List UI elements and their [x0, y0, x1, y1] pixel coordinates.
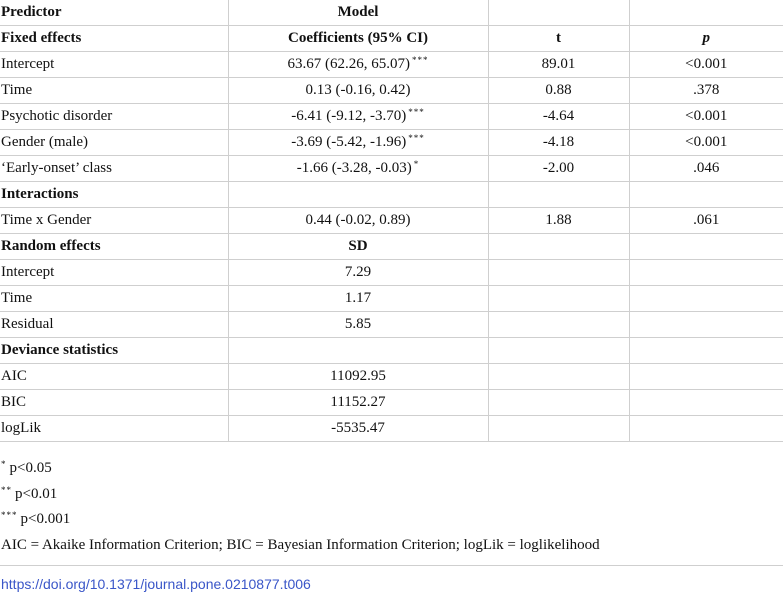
cell-predictor	[0, 234, 228, 260]
cell-p-value	[629, 260, 783, 286]
cell-text: Time	[1, 290, 33, 306]
cell-p-value	[629, 104, 783, 130]
cell-text: logLik	[1, 420, 41, 436]
cell-predictor	[0, 130, 228, 156]
cell-t-value	[488, 26, 629, 52]
table-row	[0, 260, 783, 286]
cell-t-value	[488, 338, 629, 364]
cell-text: <0.001	[685, 56, 728, 72]
cell-coefficient	[228, 182, 488, 208]
cell-text: Random effects	[1, 238, 101, 254]
cell-p-value	[629, 26, 783, 52]
cell-coefficient	[228, 286, 488, 312]
cell-text: -4.64	[542, 108, 575, 124]
cell-text: -4.18	[542, 134, 575, 150]
cell-p-value	[629, 364, 783, 390]
cell-predictor	[0, 312, 228, 338]
table-row	[0, 286, 783, 312]
cell-coefficient	[228, 234, 488, 260]
cell-coefficient	[228, 26, 488, 52]
section-header-row	[0, 338, 783, 364]
footnote-marker: ***	[1, 510, 18, 520]
cell-t-value	[488, 52, 629, 78]
header-empty-3	[488, 0, 629, 26]
cell-p-value	[629, 208, 783, 234]
cell-t-value	[488, 156, 629, 182]
cell-p-value	[629, 338, 783, 364]
cell-text: Interactions	[1, 186, 79, 202]
footnote	[0, 533, 783, 559]
cell-predictor	[0, 104, 228, 130]
cell-text: .378	[693, 82, 720, 98]
cell-predictor	[0, 182, 228, 208]
cell-text: 0.88	[545, 82, 572, 98]
cell-t-value	[488, 416, 629, 442]
cell-text: 1.17	[344, 290, 372, 306]
cell-coefficient	[228, 130, 488, 156]
table-footnotes	[0, 456, 783, 558]
cell-t-value	[488, 234, 629, 260]
cell-text: Gender (male)	[1, 134, 89, 150]
footnote-text: AIC = Akaike Information Criterion; BIC = Bayesian Information Criterion; logLik = loglikelihood	[1, 536, 600, 553]
cell-text: BIC	[1, 394, 27, 410]
section-header-row	[0, 234, 783, 260]
cell-text: SD	[348, 238, 368, 254]
cell-text: .046	[693, 160, 720, 176]
cell-text: <0.001	[685, 134, 728, 150]
cell-text: -6.41 (-9.12, -3.70)	[291, 108, 407, 124]
cell-text: AIC	[1, 368, 27, 384]
cell-coefficient	[228, 78, 488, 104]
cell-p-value	[629, 78, 783, 104]
cell-predictor	[0, 26, 228, 52]
footnote-text: p<0.001	[20, 511, 71, 527]
cell-t-value	[488, 130, 629, 156]
cell-text: -5535.47	[331, 420, 385, 436]
table-row	[0, 52, 783, 78]
cell-predictor	[0, 338, 228, 364]
table-row	[0, 208, 783, 234]
cell-coefficient	[228, 52, 488, 78]
cell-text: Fixed effects	[1, 30, 82, 46]
section-header-row	[0, 182, 783, 208]
cell-text: 5.85	[344, 316, 372, 332]
significance-marker: *	[413, 159, 420, 169]
cell-coefficient	[228, 338, 488, 364]
cell-t-value	[488, 286, 629, 312]
cell-p-value	[629, 234, 783, 260]
table-header-row	[0, 0, 783, 26]
cell-p-value	[629, 156, 783, 182]
cell-text: 0.44 (-0.02, 0.89)	[305, 212, 411, 228]
cell-coefficient	[228, 364, 488, 390]
cell-t-value	[488, 364, 629, 390]
cell-text: Intercept	[1, 56, 55, 72]
cell-text: 11092.95	[330, 368, 386, 384]
cell-p-value	[629, 52, 783, 78]
cell-t-value	[488, 78, 629, 104]
cell-t-value	[488, 260, 629, 286]
cell-p-value	[629, 182, 783, 208]
cell-coefficient	[228, 416, 488, 442]
doi-link[interactable]: https://doi.org/10.1371/journal.pone.0210877.t006	[1, 576, 311, 592]
cell-text: 89.01	[541, 56, 576, 72]
header-predictor: Predictor	[0, 0, 228, 26]
footnote-marker: **	[1, 484, 12, 495]
cell-coefficient	[228, 104, 488, 130]
cell-coefficient	[228, 208, 488, 234]
cell-text: .061	[693, 212, 720, 228]
cell-predictor	[0, 286, 228, 312]
table-row	[0, 78, 783, 104]
cell-text: Time	[1, 82, 33, 98]
significance-marker: ***	[412, 55, 429, 65]
cell-p-value	[629, 390, 783, 416]
header-model: Model	[228, 0, 488, 26]
cell-text: t	[556, 30, 561, 46]
table-row	[0, 364, 783, 390]
cell-coefficient	[228, 156, 488, 182]
cell-text: -3.69 (-5.42, -1.96)	[291, 134, 407, 150]
footnote	[0, 456, 783, 482]
table-row	[0, 104, 783, 130]
cell-text: -2.00	[542, 160, 575, 176]
table-row	[0, 312, 783, 338]
cell-t-value	[488, 104, 629, 130]
cell-text: Coefficients (95% CI)	[288, 30, 428, 46]
cell-p-value	[629, 286, 783, 312]
cell-text: <0.001	[685, 108, 728, 124]
significance-marker: ***	[408, 107, 425, 117]
cell-text: 11152.27	[330, 394, 386, 410]
footnote	[0, 507, 783, 533]
cell-predictor	[0, 416, 228, 442]
cell-text: 63.67 (62.26, 65.07)	[287, 56, 410, 72]
cell-p-value	[629, 416, 783, 442]
cell-text: Deviance statistics	[1, 342, 119, 358]
cell-p-value	[629, 312, 783, 338]
cell-t-value	[488, 312, 629, 338]
cell-text: 7.29	[344, 264, 372, 280]
footnote-marker: *	[1, 459, 7, 469]
cell-t-value	[488, 390, 629, 416]
table-row	[0, 390, 783, 416]
cell-text: 0.13 (-0.16, 0.42)	[305, 82, 411, 98]
significance-marker: ***	[408, 133, 425, 143]
cell-text: 1.88	[545, 212, 572, 228]
cell-t-value	[488, 208, 629, 234]
footnote-text: p<0.05	[9, 460, 52, 476]
cell-text: -1.66 (-3.28, -0.03)	[296, 160, 412, 176]
section-header-row	[0, 26, 783, 52]
table-row	[0, 416, 783, 442]
cell-text: p	[702, 30, 710, 46]
footnote	[0, 482, 783, 508]
cell-predictor	[0, 208, 228, 234]
cell-predictor	[0, 78, 228, 104]
table-row	[0, 130, 783, 156]
cell-coefficient	[228, 312, 488, 338]
header-empty-4	[629, 0, 783, 26]
cell-text: Intercept	[1, 264, 55, 280]
cell-predictor	[0, 52, 228, 78]
footnote-text: p<0.01	[15, 485, 58, 502]
cell-text: Psychotic disorder	[1, 108, 113, 124]
cell-coefficient	[228, 260, 488, 286]
cell-t-value	[488, 182, 629, 208]
cell-predictor	[0, 156, 228, 182]
cell-predictor	[0, 390, 228, 416]
cell-text: Residual	[1, 316, 54, 332]
cell-coefficient	[228, 390, 488, 416]
divider	[0, 565, 783, 566]
cell-text: ‘Early-onset’ class	[1, 160, 112, 176]
cell-predictor	[0, 260, 228, 286]
table-row	[0, 156, 783, 182]
cell-predictor	[0, 364, 228, 390]
cell-text: Time x Gender	[1, 212, 92, 228]
cell-p-value	[629, 130, 783, 156]
